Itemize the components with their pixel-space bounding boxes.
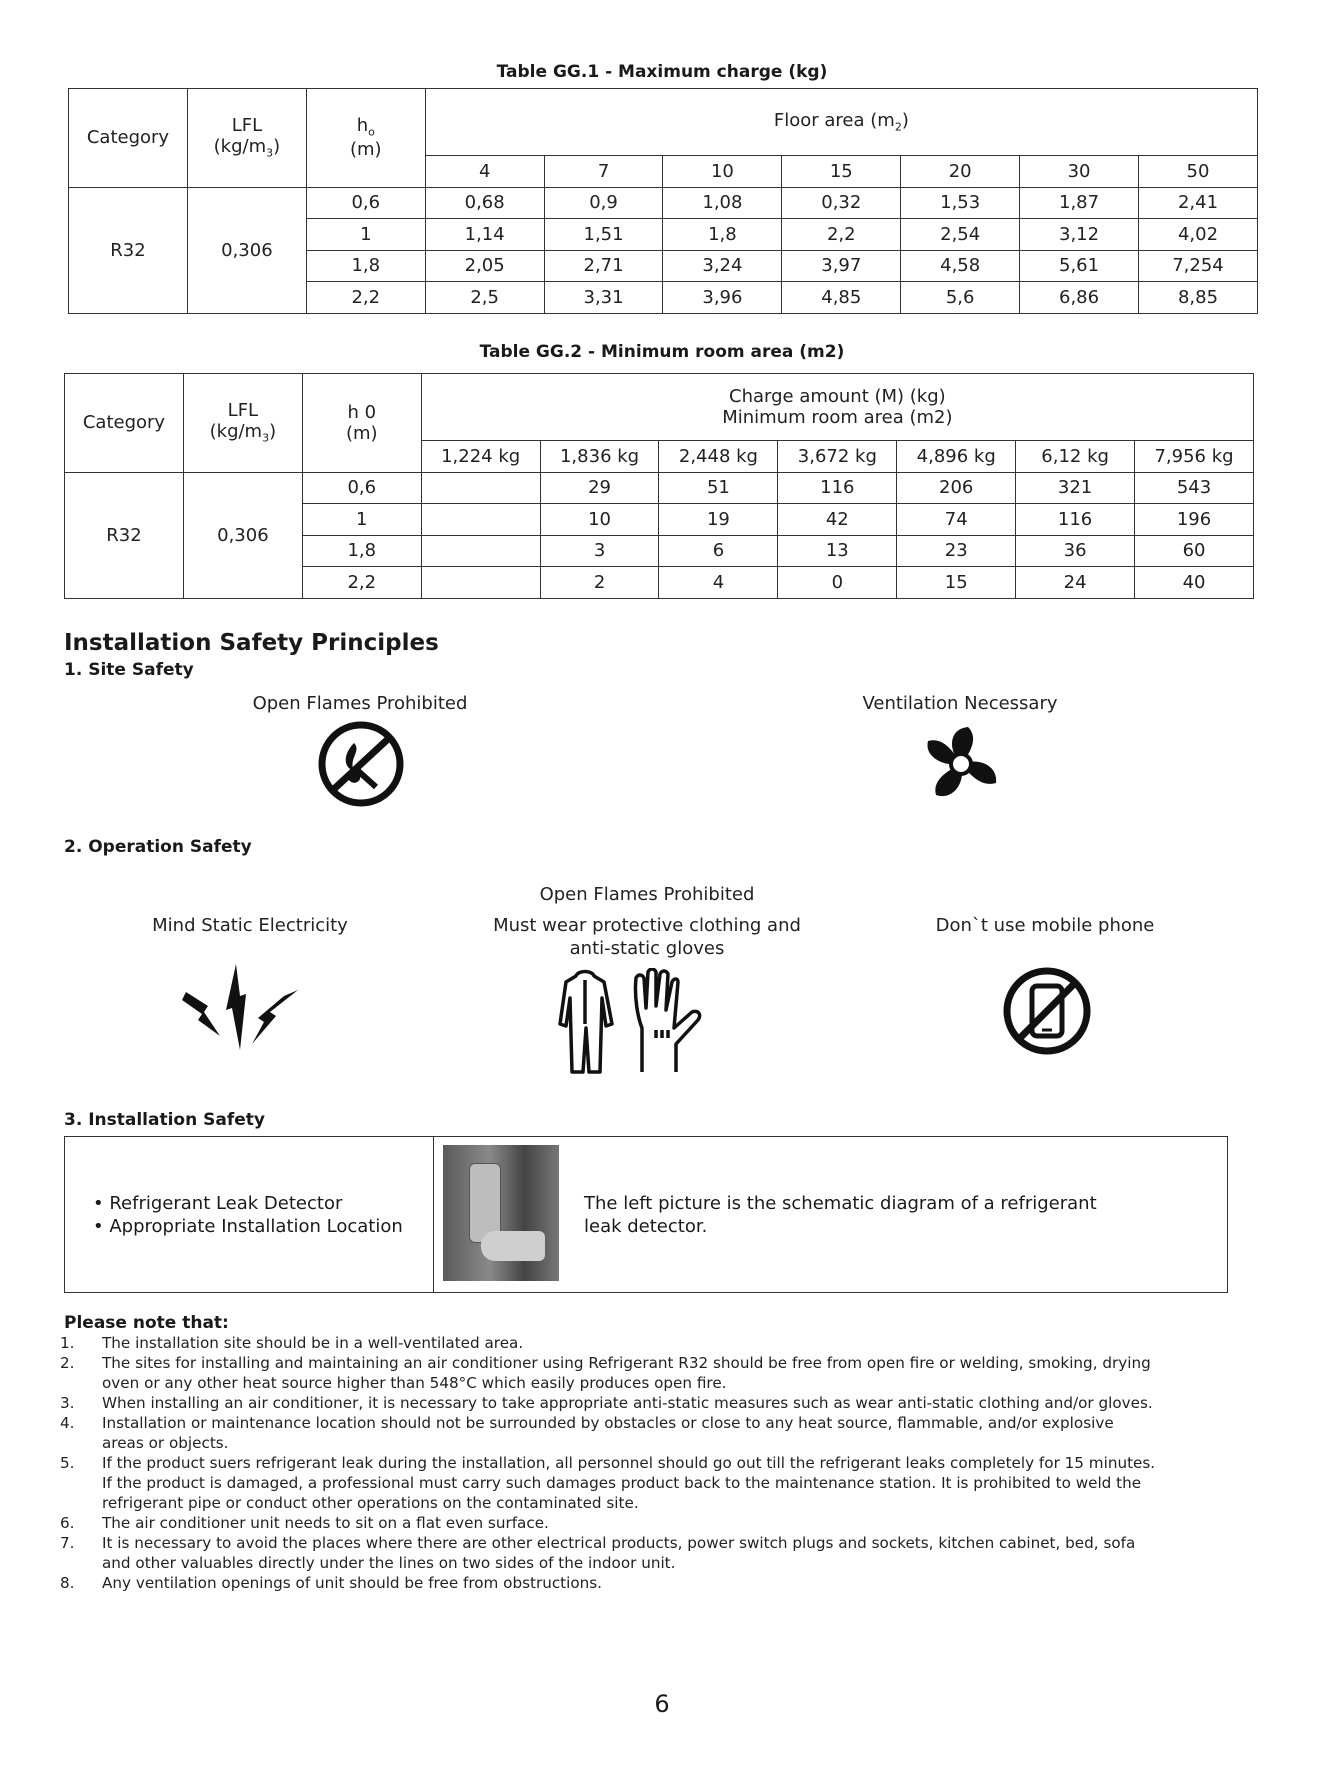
table2-value-cell [421, 567, 540, 599]
installation-checklist [65, 1137, 434, 1292]
table1-value-cell: 3,96 [663, 282, 782, 314]
table2-value-cell: 2 [540, 567, 659, 599]
table1-value-cell: 1,14 [425, 219, 544, 251]
table1-value-cell: 7,254 [1138, 250, 1257, 282]
mobile-phone-label: Don`t use mobile phone [935, 915, 1155, 936]
checklist-item: • Refrigerant Leak Detector [93, 1193, 343, 1214]
table1-value-cell: 2,41 [1138, 187, 1257, 219]
protective-label-line2: Must wear protective clothing and [493, 915, 801, 936]
table2-header-lfl: LFL $(kg/m_3)$ [183, 374, 302, 473]
table2-column-header: 7,956 kg [1135, 441, 1254, 473]
table2-h-cell: 2,2 [302, 567, 421, 599]
table1-value-cell: 0,9 [544, 187, 663, 219]
table2-value-cell: 10 [540, 504, 659, 536]
list-item-number: 4. [60, 1414, 75, 1432]
table1-value-cell: 2,54 [901, 219, 1020, 251]
table2-column-header: 4,896 kg [897, 441, 1016, 473]
protective-label-line3: anti-static gloves [569, 938, 725, 959]
table1-value-cell: 4,85 [782, 282, 901, 314]
table2-value-cell: 74 [897, 504, 1016, 536]
leak-detector-description: The left picture is the schematic diagram of a refrigerant leak detector. [584, 1193, 1097, 1237]
page-number: 6 [654, 1690, 670, 1718]
table1-value-cell: 3,12 [1020, 219, 1139, 251]
table2-value-cell: 13 [778, 535, 897, 567]
table1-value-cell: 1,87 [1020, 187, 1139, 219]
list-item-line: The air conditioner unit needs to sit on a flat even surface. [102, 1514, 549, 1532]
list-item [60, 1573, 1264, 1593]
table1-category-cell: R32 [69, 187, 188, 313]
list-item-line: areas or objects. [102, 1434, 229, 1452]
table1-column-header: 4 [425, 156, 544, 188]
table1-value-cell: 0,68 [425, 187, 544, 219]
lightning-icon [180, 962, 304, 1054]
list-item-number: 1. [60, 1334, 75, 1352]
table2-value-cell: 29 [540, 472, 659, 504]
list-item [60, 1333, 1264, 1353]
installation-safety-heading: 3. Installation Safety [64, 1110, 265, 1130]
fan-icon [918, 721, 1004, 807]
list-item-line: The installation site should be in a well-ventilated area. [102, 1334, 524, 1352]
table2-value-cell: 206 [897, 472, 1016, 504]
list-item-number: 7. [60, 1534, 75, 1552]
list-item-line: oven or any other heat source higher than 548°C which easily produces open fire. [102, 1374, 727, 1392]
table1-value-cell: 0,32 [782, 187, 901, 219]
operation-safety-heading: 2. Operation Safety [64, 837, 252, 857]
table2-header-charge-amount: Charge amount (M) (kg) Minimum room area (m2) [421, 374, 1253, 441]
notes-title: Please note that: [64, 1313, 229, 1333]
table1-column-header: 15 [782, 156, 901, 188]
list-item-line: refrigerant pipe or conduct other operations on the contaminated site. [102, 1494, 639, 1512]
table2-header-category: Category [65, 374, 184, 473]
table1-value-cell: 1,51 [544, 219, 663, 251]
table-row [65, 472, 1254, 504]
site-safety-heading: 1. Site Safety [64, 660, 194, 680]
table2-h-cell: 1,8 [302, 535, 421, 567]
table1-value-cell: 2,2 [782, 219, 901, 251]
min-room-area-table [64, 373, 1254, 599]
table2-value-cell: 4 [659, 567, 778, 599]
table1-value-cell: 5,6 [901, 282, 1020, 314]
table1-column-header: 50 [1138, 156, 1257, 188]
table2-value-cell: 116 [1016, 504, 1135, 536]
table1-header-lfl: LFL $(kg/m_3)$ [187, 89, 306, 188]
table1-header-h: $h_o$ (m) [306, 89, 425, 188]
list-item [60, 1513, 1264, 1533]
list-item-line: Installation or maintenance location should not be surrounded by obstacles or close to any heat source, flammable, and/or explosive [102, 1414, 1114, 1432]
table1-value-cell: 1,53 [901, 187, 1020, 219]
table2-value-cell: 321 [1016, 472, 1135, 504]
notes-list [60, 1333, 1264, 1593]
list-item [60, 1413, 1264, 1453]
list-item-number: 5. [60, 1454, 75, 1472]
table1-value-cell: 3,31 [544, 282, 663, 314]
table1-value-cell: 4,02 [1138, 219, 1257, 251]
protective-clothing-icon [556, 968, 712, 1074]
table-row [69, 187, 1258, 219]
no-flame-icon [318, 721, 404, 807]
list-item [60, 1453, 1264, 1513]
installation-safety-box [64, 1136, 1228, 1293]
table1-lfl-cell: 0,306 [187, 187, 306, 313]
list-item-line: Any ventilation openings of unit should be free from obstructions. [102, 1574, 603, 1592]
list-item [60, 1393, 1264, 1413]
table2-lfl-cell: 0,306 [183, 472, 302, 598]
list-item [60, 1533, 1264, 1573]
list-item-line: and other valuables directly under the lines on two sides of the indoor unit. [102, 1554, 676, 1572]
table1-column-header: 7 [544, 156, 663, 188]
table2-column-header: 2,448 kg [659, 441, 778, 473]
table1-column-header: 20 [901, 156, 1020, 188]
table2-h-cell: 1 [302, 504, 421, 536]
table2-value-cell [421, 535, 540, 567]
table2-column-header: 1,224 kg [421, 441, 540, 473]
list-item-line: If the product suers refrigerant leak during the installation, all personnel should go out till the refrigerant leaks completely for 15 minutes. [102, 1454, 1156, 1472]
table2-value-cell: 3 [540, 535, 659, 567]
table1-title: Table GG.1 - Maximum charge (kg) [496, 62, 828, 82]
table1-column-header: 30 [1020, 156, 1139, 188]
table2-value-cell: 40 [1135, 567, 1254, 599]
list-item-line: The sites for installing and maintaining an air conditioner using Refrigerant R32 should be free from open fire or welding, smoking, drying [102, 1354, 1151, 1372]
table2-value-cell: 15 [897, 567, 1016, 599]
table2-column-header: 1,836 kg [540, 441, 659, 473]
table1-value-cell: 4,58 [901, 250, 1020, 282]
table1-h-cell: 1,8 [306, 250, 425, 282]
table2-value-cell: 116 [778, 472, 897, 504]
open-flames-label: Open Flames Prohibited [252, 693, 468, 714]
list-item-number: 3. [60, 1394, 75, 1412]
table1-value-cell: 1,8 [663, 219, 782, 251]
table2-value-cell: 6 [659, 535, 778, 567]
static-electricity-label: Mind Static Electricity [152, 915, 348, 936]
table2-value-cell: 19 [659, 504, 778, 536]
table2-value-cell: 196 [1135, 504, 1254, 536]
table2-value-cell [421, 504, 540, 536]
table1-value-cell: 5,61 [1020, 250, 1139, 282]
table2-value-cell: 543 [1135, 472, 1254, 504]
list-item-number: 6. [60, 1514, 75, 1532]
table1-h-cell: 1 [306, 219, 425, 251]
table2-column-header: 3,672 kg [778, 441, 897, 473]
table1-value-cell: 1,08 [663, 187, 782, 219]
table2-value-cell: 0 [778, 567, 897, 599]
ventilation-label: Ventilation Necessary [862, 693, 1058, 714]
table1-value-cell: 2,5 [425, 282, 544, 314]
list-item-number: 8. [60, 1574, 75, 1592]
table1-value-cell: 8,85 [1138, 282, 1257, 314]
table1-value-cell: 6,86 [1020, 282, 1139, 314]
list-item-number: 2. [60, 1354, 75, 1372]
table1-header-floor-area: Floor area $(m_2)$ [425, 89, 1257, 156]
table1-column-header: 10 [663, 156, 782, 188]
leak-detector-photo [443, 1145, 559, 1281]
list-item-line: When installing an air conditioner, it is necessary to take appropriate anti-static measures such as wear anti-static clothing and/or gloves. [102, 1394, 1153, 1412]
protective-label-line1: Open Flames Prohibited [539, 884, 755, 905]
table1-h-cell: 2,2 [306, 282, 425, 314]
checklist-item: • Appropriate Installation Location [93, 1216, 403, 1237]
table2-column-header: 6,12 kg [1016, 441, 1135, 473]
table2-value-cell: 24 [1016, 567, 1135, 599]
table2-h-cell: 0,6 [302, 472, 421, 504]
table1-value-cell: 3,97 [782, 250, 901, 282]
max-charge-table [68, 88, 1258, 314]
table2-value-cell: 51 [659, 472, 778, 504]
table2-value-cell: 23 [897, 535, 1016, 567]
table2-category-cell: R32 [65, 472, 184, 598]
table1-value-cell: 2,05 [425, 250, 544, 282]
table2-value-cell: 42 [778, 504, 897, 536]
table1-value-cell: 3,24 [663, 250, 782, 282]
table2-value-cell [421, 472, 540, 504]
table1-h-cell: 0,6 [306, 187, 425, 219]
table2-value-cell: 36 [1016, 535, 1135, 567]
table2-title: Table GG.2 - Minimum room area (m2) [479, 342, 845, 362]
list-item [60, 1353, 1264, 1393]
table1-header-category: Category [69, 89, 188, 188]
list-item-line: If the product is damaged, a professional must carry such damages product back to the maintenance station. It is prohibited to weld the [102, 1474, 1142, 1492]
section-title: Installation Safety Principles [64, 630, 439, 656]
table2-header-h: h 0 (m) [302, 374, 421, 473]
list-item-line: It is necessary to avoid the places where there are other electrical products, power switch plugs and sockets, kitchen cabinet, bed, sofa [102, 1534, 1136, 1552]
no-phone-icon [1002, 966, 1092, 1056]
table2-value-cell: 60 [1135, 535, 1254, 567]
table1-value-cell: 2,71 [544, 250, 663, 282]
